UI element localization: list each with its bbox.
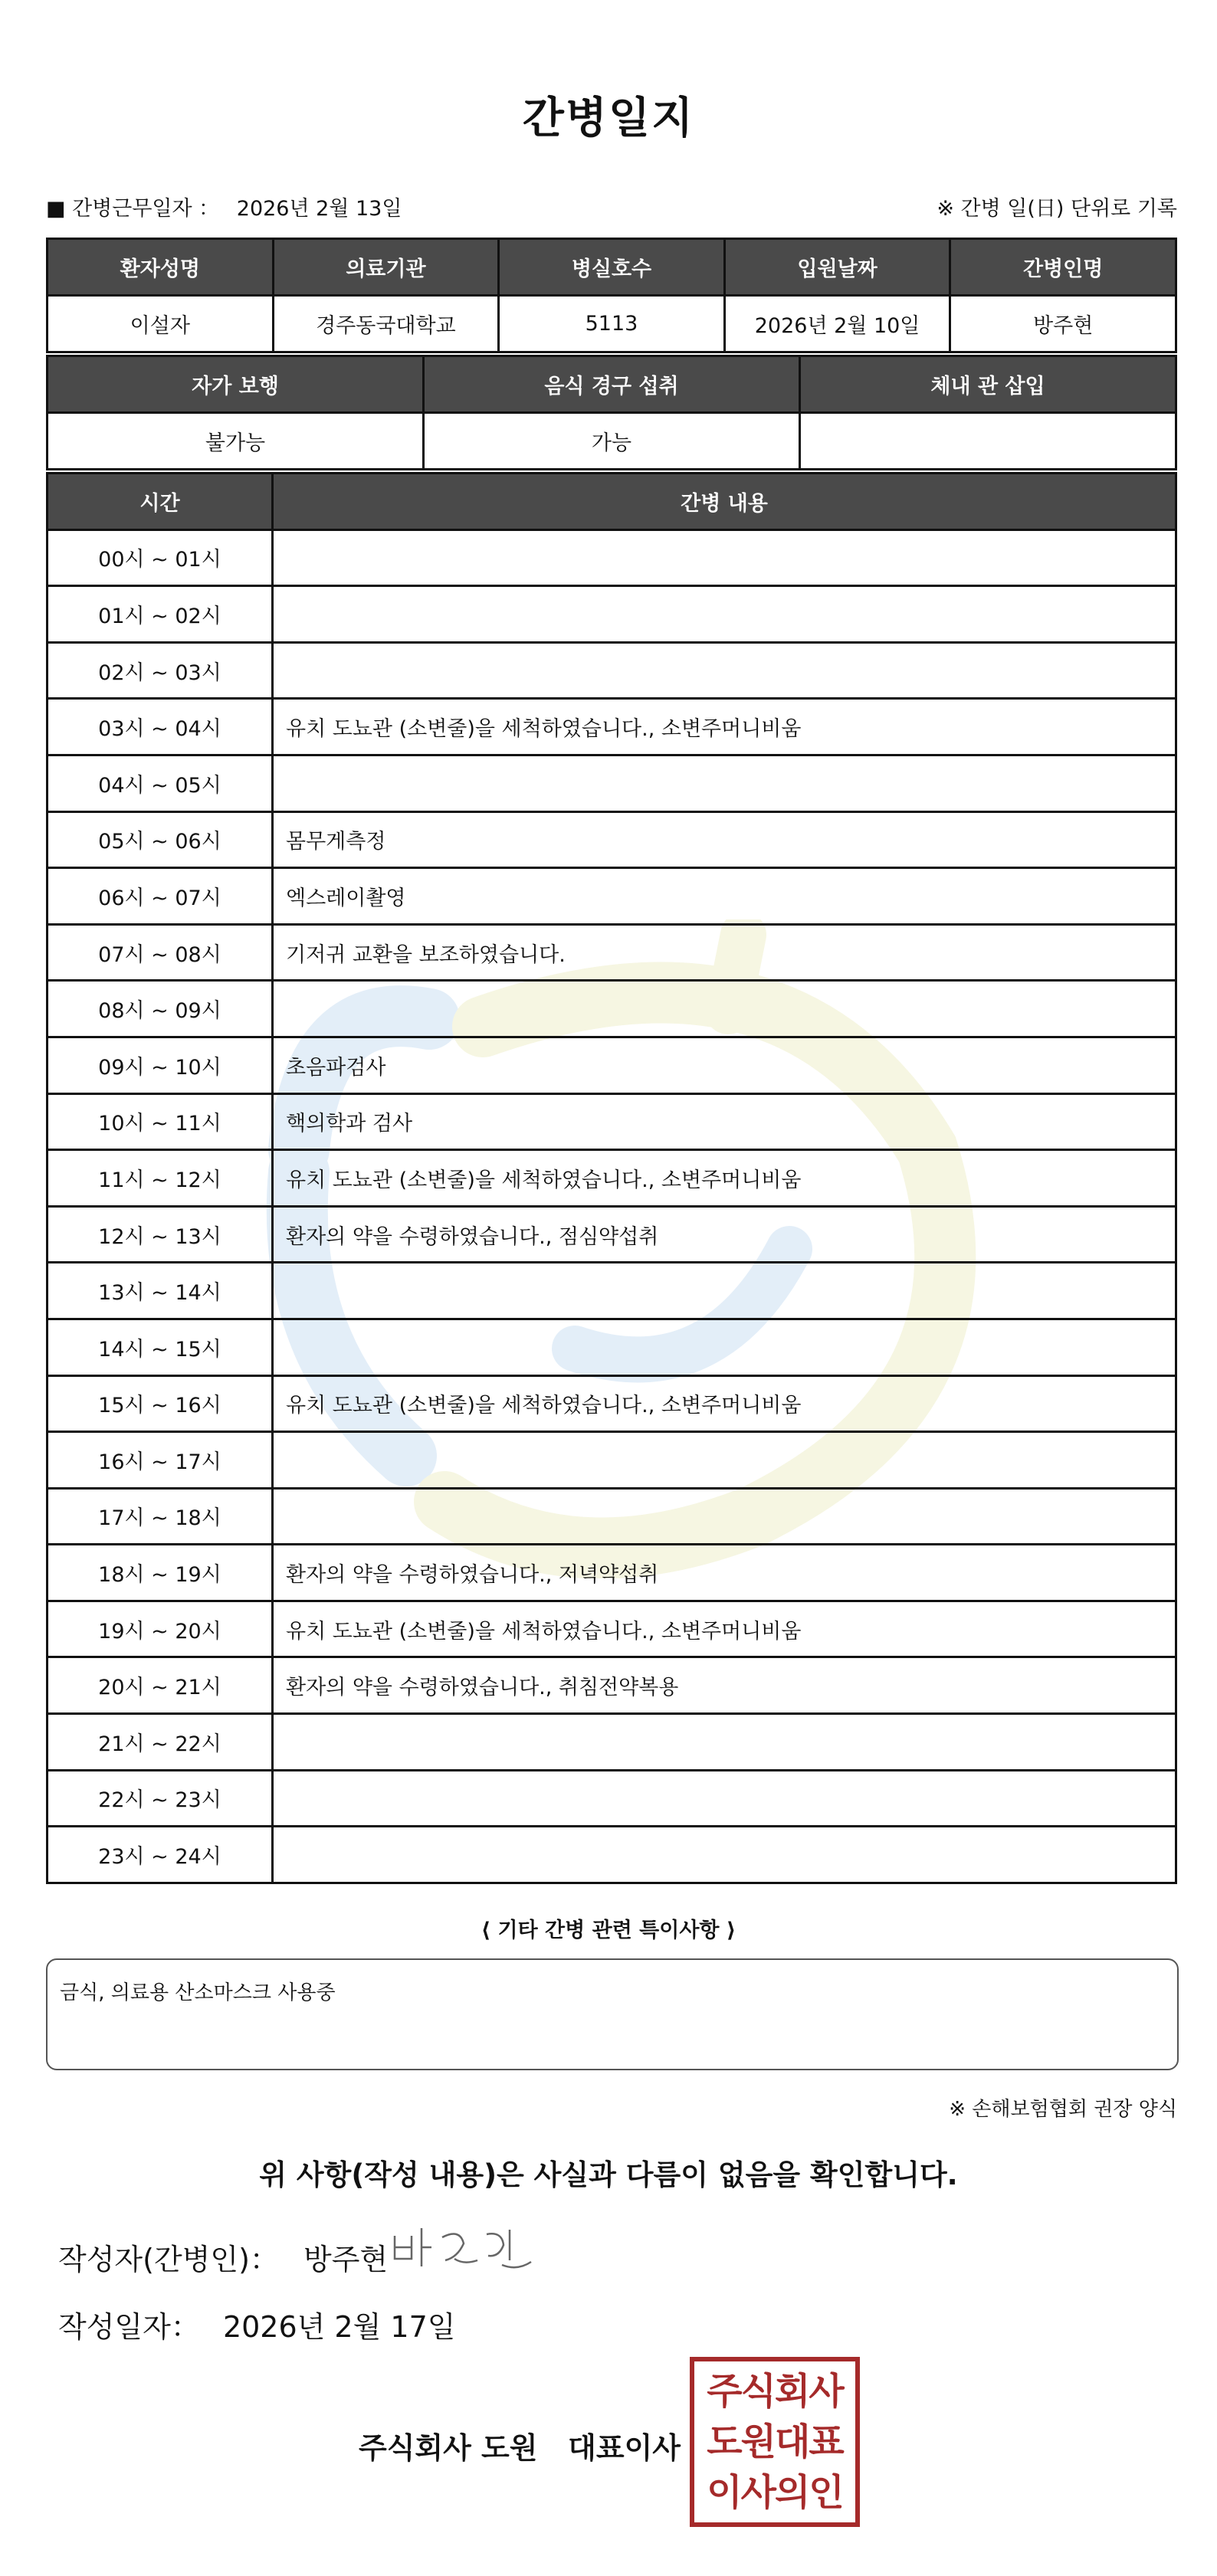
confirmation-statement: 위 사항(작성 내용)은 사실과 다름이 없음을 확인합니다.: [259, 2158, 958, 2191]
patient-table-value-row: [48, 296, 1176, 352]
care-row-content: 초음파검사: [273, 1037, 1176, 1093]
admission-date: 2026년 2월 10일: [724, 296, 950, 352]
care-row-time: 19시 ~ 20시: [48, 1601, 273, 1657]
care-row-content: [273, 1319, 1176, 1375]
header-room: 병실호수: [499, 239, 725, 296]
notes-text: 금식, 의료용 산소마스크 사용중: [60, 1981, 336, 2004]
work-date-line: [46, 192, 402, 221]
care-row-time: 20시 ~ 21시: [48, 1657, 273, 1714]
care-row-content: [273, 586, 1176, 643]
header-self-walking: 자가 보행: [48, 356, 424, 413]
care-row: [48, 1714, 1176, 1771]
header-time: 시간: [48, 474, 273, 530]
care-row-time: 23시 ~ 24시: [48, 1827, 273, 1883]
care-row: [48, 1601, 1176, 1657]
writer-label: 작성자(간병인)：: [58, 2243, 279, 2276]
care-row-content: 유치 도뇨관 (소변줄)을 세척하였습니다., 소변주머니비움: [273, 1150, 1176, 1207]
care-row: [48, 1827, 1176, 1883]
care-row-content: 유치 도뇨관 (소변줄)을 세척하였습니다., 소변주머니비움: [273, 1375, 1176, 1432]
care-row: [48, 1319, 1176, 1375]
care-row: [48, 755, 1176, 811]
care-row-time: 10시 ~ 11시: [48, 1093, 273, 1150]
work-date-label: ■ 간병근무일자 ：: [46, 197, 220, 221]
care-table: [46, 472, 1177, 1884]
care-row: [48, 1375, 1176, 1432]
care-row-time: 07시 ~ 08시: [48, 924, 273, 981]
company-seal: [690, 2357, 860, 2527]
patient-table-header-row: [48, 239, 1176, 296]
recommended-form-note: ※ 손해보험협회 권장 양식: [949, 2098, 1177, 2121]
caregiver-name: 방주현: [950, 296, 1176, 352]
care-row-time: 13시 ~ 14시: [48, 1263, 273, 1319]
work-date-value: 2026년 2월 13일: [236, 197, 402, 221]
care-row-content: 핵의학과 검사: [273, 1093, 1176, 1150]
care-row-time: 08시 ~ 09시: [48, 981, 273, 1037]
care-row: [48, 868, 1176, 925]
seal-line-2: 도원대표: [707, 2420, 843, 2463]
care-row-content: [273, 1488, 1176, 1545]
care-row-time: 18시 ~ 19시: [48, 1545, 273, 1601]
care-row-time: 04시 ~ 05시: [48, 755, 273, 811]
care-row-content: 환자의 약을 수령하였습니다., 점심약섭취: [273, 1206, 1176, 1263]
care-row: [48, 1488, 1176, 1545]
patient-table: [46, 238, 1177, 353]
care-row: [48, 1545, 1176, 1601]
patient-name: 이설자: [48, 296, 274, 352]
care-row-time: 05시 ~ 06시: [48, 811, 273, 868]
care-row-content: 몸무게측정: [273, 811, 1176, 868]
care-row-content: [273, 1827, 1176, 1883]
header-patient-name: 환자성명: [48, 239, 274, 296]
seal-line-1: 주식회사: [707, 2370, 843, 2413]
care-row-content: [273, 1432, 1176, 1489]
care-row-time: 14시 ~ 15시: [48, 1319, 273, 1375]
care-row-time: 22시 ~ 23시: [48, 1770, 273, 1827]
care-row-content: [273, 529, 1176, 586]
care-row-time: 09시 ~ 10시: [48, 1037, 273, 1093]
status-table: [46, 355, 1177, 470]
care-row-content: [273, 1714, 1176, 1771]
header-oral-intake: 음식 경구 섭취: [424, 356, 800, 413]
care-row-content: 환자의 약을 수령하였습니다., 저녁약섭취: [273, 1545, 1176, 1601]
seal-line-3: 이사의인: [707, 2471, 843, 2514]
care-row-content: 엑스레이촬영: [273, 868, 1176, 925]
care-row-time: 12시 ~ 13시: [48, 1206, 273, 1263]
care-row: [48, 1770, 1176, 1827]
care-row-content: 환자의 약을 수령하였습니다., 취침전약복용: [273, 1657, 1176, 1714]
write-date-value: 2026년 2월 17일: [222, 2310, 456, 2344]
header-hospital: 의료기관: [273, 239, 499, 296]
care-row-time: 01시 ~ 02시: [48, 586, 273, 643]
care-row: [48, 924, 1176, 981]
care-row-time: 00시 ~ 01시: [48, 529, 273, 586]
write-date-label: 작성일자：: [58, 2310, 200, 2344]
care-row-content: [273, 1263, 1176, 1319]
care-row-content: [273, 755, 1176, 811]
header-caregiver-name: 간병인명: [950, 239, 1176, 296]
notes-box: [46, 1958, 1179, 2070]
care-row: [48, 981, 1176, 1037]
care-row: [48, 1093, 1176, 1150]
care-row: [48, 1263, 1176, 1319]
header-care-content: 간병 내용: [273, 474, 1176, 530]
writer-line: [58, 2236, 388, 2278]
care-row-content: 기저귀 교환을 보조하였습니다.: [273, 924, 1176, 981]
care-row: [48, 811, 1176, 868]
oral-intake-value: 가능: [424, 413, 800, 470]
status-table-header-row: [48, 356, 1176, 413]
care-row-time: 21시 ~ 22시: [48, 1714, 273, 1771]
self-walking-value: 불가능: [48, 413, 424, 470]
care-row-content: [273, 981, 1176, 1037]
header-admission-date: 입원날짜: [724, 239, 950, 296]
care-row: [48, 586, 1176, 643]
care-row-content: 유치 도뇨관 (소변줄)을 세척하였습니다., 소변주머니비움: [273, 1601, 1176, 1657]
care-row: [48, 1037, 1176, 1093]
care-row: [48, 1657, 1176, 1714]
care-row-time: 11시 ~ 12시: [48, 1150, 273, 1207]
notes-title: ⟨ 기타 간병 관련 특이사항 ⟩: [481, 1919, 736, 1942]
tube-insertion-value: [800, 413, 1176, 470]
unit-note: ※ 간병 일(日) 단위로 기록: [937, 197, 1177, 221]
care-row: [48, 1432, 1176, 1489]
care-row-time: 16시 ~ 17시: [48, 1432, 273, 1489]
care-table-header-row: [48, 474, 1176, 530]
status-table-value-row: [48, 413, 1176, 470]
writer-name: 방주현: [303, 2243, 389, 2276]
company-name: 주식회사 도원 대표이사: [359, 2431, 681, 2465]
care-row: [48, 529, 1176, 586]
care-row: [48, 1150, 1176, 1207]
care-row: [48, 642, 1176, 699]
page-title: 간병일지: [522, 93, 695, 143]
write-date-line: [58, 2303, 455, 2345]
hospital: 경주동국대학교: [273, 296, 499, 352]
room-number: 5113: [499, 296, 725, 352]
care-row-time: 02시 ~ 03시: [48, 642, 273, 699]
care-row-content: [273, 1770, 1176, 1827]
care-row: [48, 1206, 1176, 1263]
care-row: [48, 699, 1176, 755]
care-row-time: 06시 ~ 07시: [48, 868, 273, 925]
care-row-time: 03시 ~ 04시: [48, 699, 273, 755]
care-row-content: 유치 도뇨관 (소변줄)을 세척하였습니다., 소변주머니비움: [273, 699, 1176, 755]
care-row-content: [273, 642, 1176, 699]
care-row-time: 17시 ~ 18시: [48, 1488, 273, 1545]
signature-icon: [387, 2220, 540, 2274]
care-row-time: 15시 ~ 16시: [48, 1375, 273, 1432]
header-tube-insertion: 체내 관 삽입: [800, 356, 1176, 413]
